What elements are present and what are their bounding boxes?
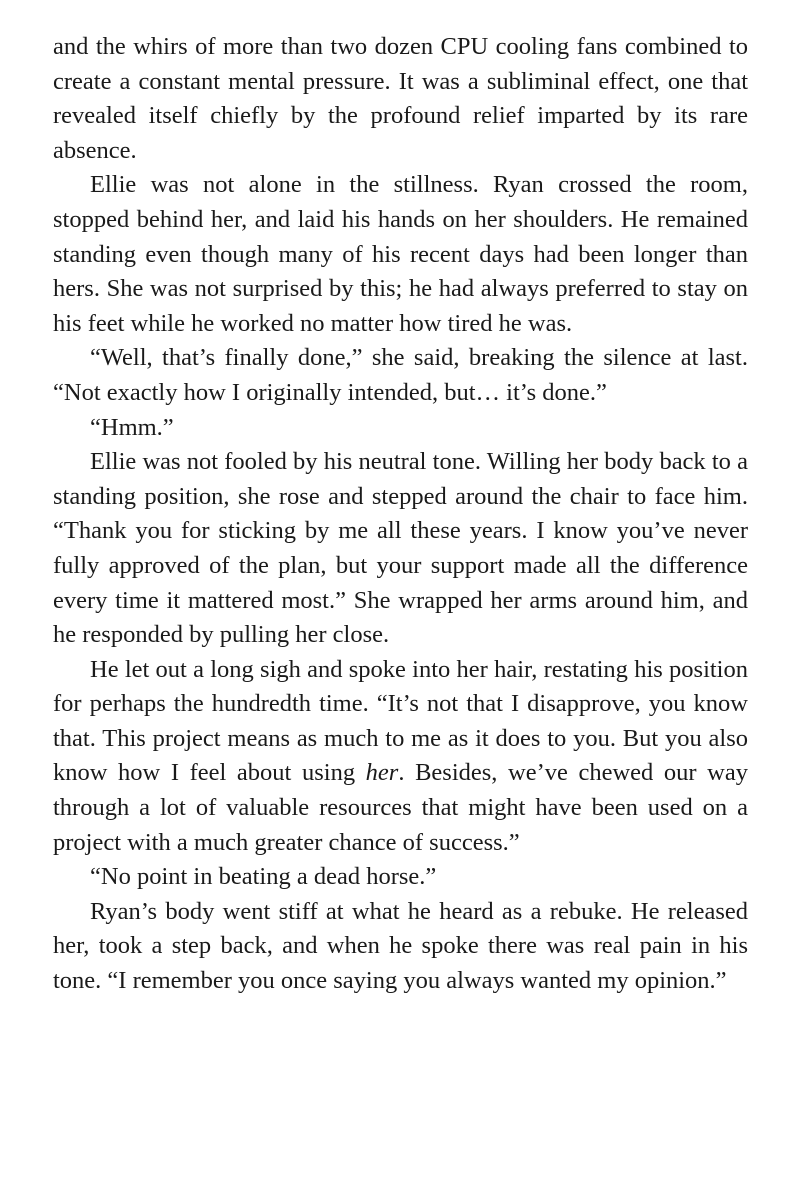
emphasized-word: her [365,759,399,787]
paragraph-rebuke: Ryan’s body went stiff at what he heard as a rebuke. He released her, took a step back, and when he spoke there was real pain in his tone. “I remember you once saying you always wanted my opinion.” [53,897,748,995]
paragraph-finally-done: “Well, that’s finally done,” she said, breaking the silence at last. “Not exactly how I originally intended, but… it’s done.” [53,344,748,406]
paragraph-long-sigh-text-start: He let out a long sigh and spoke into her hair, restating his position for perhaps the hundredth time. “It’s not that I disapprove, you know that. This project means as much to me as it does to you. But you also know how I feel about using [53,655,748,787]
paragraph-long-sigh [53,653,748,861]
paragraph-long-sigh-text-end: . Besides, we’ve chewed our way through a lot of valuable resources that might have been used on a project with a much greater chance of success.” [53,759,748,856]
paragraph-continued: and the whirs of more than two dozen CPU cooling fans combined to create a constant mental pressure. It was a subliminal effect, one that revealed itself chiefly by the profound relief imparted by its rare absence. [53,33,748,164]
book-page-text [53,30,748,999]
paragraph-hmm: “Hmm.” [90,413,174,441]
paragraph-dead-horse: “No point in beating a dead horse.” [90,863,437,891]
paragraph-thank-you: Ellie was not fooled by his neutral tone. Willing her body back to a standing position, she rose and stepped around the chair to face him. “Thank you for sticking by me all these years. I know you’ve never fully approved of the plan, but your support made all the difference every time it mattered most.” She wrapped her arms around him, and he responded by pulling her close. [53,448,748,649]
paragraph-ellie-not-alone: Ellie was not alone in the stillness. Ryan crossed the room, stopped behind her, and laid his hands on her shoulders. He remained standing even though many of his recent days had been longer than hers. She was not surprised by this; he had always preferred to stay on his feet while he worked no matter how tired he was. [53,171,748,337]
